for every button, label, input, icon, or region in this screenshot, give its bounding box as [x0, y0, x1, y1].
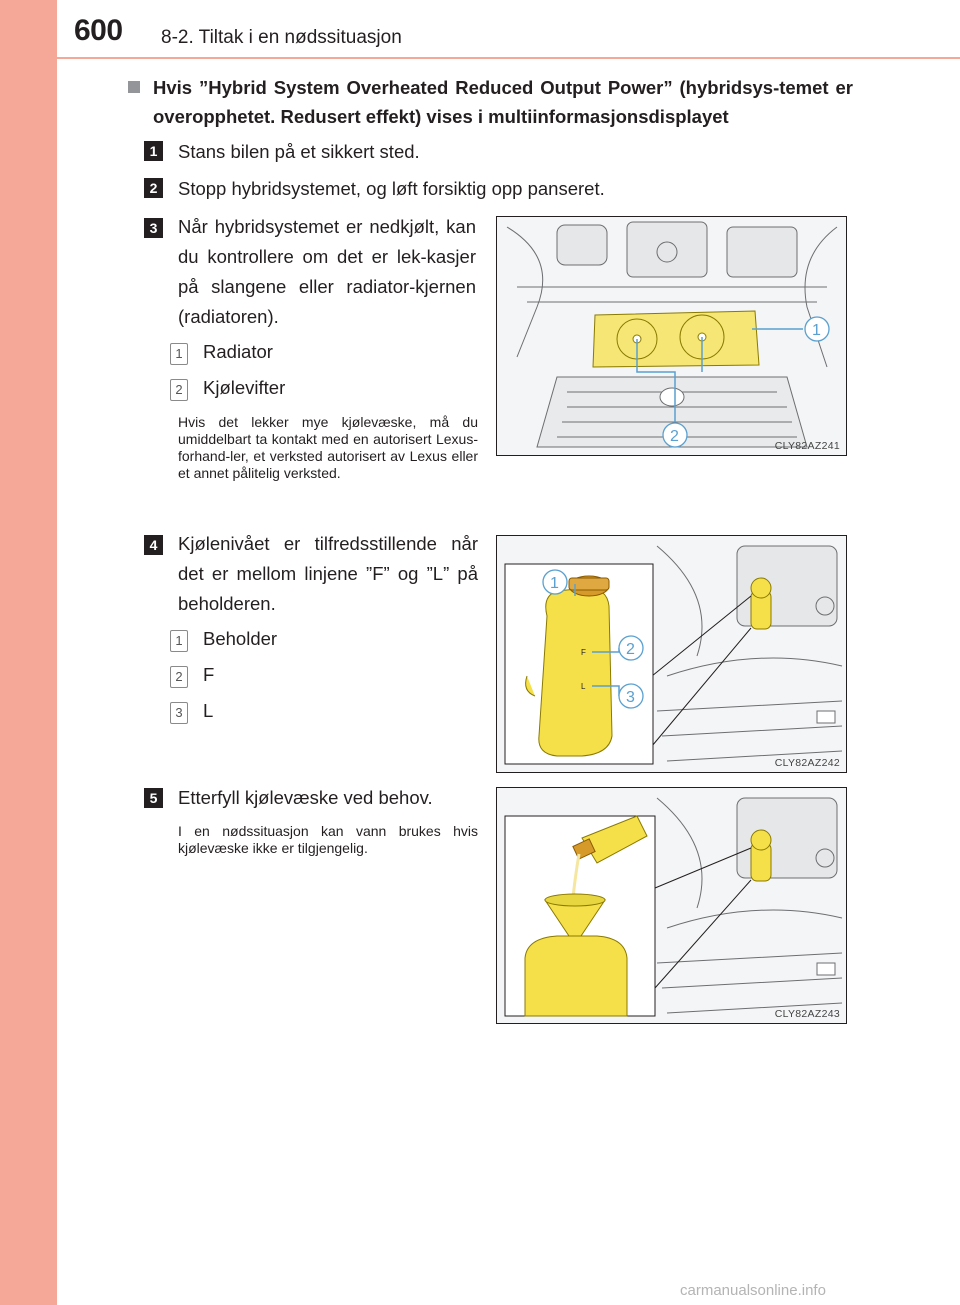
step-text-4: Kjølenivået er tilfredsstillende når det er mellom linjene ”F” og ”L” på beholderen.: [178, 533, 478, 614]
figure-refill: [496, 787, 847, 1024]
legend-label: Kjølevifter: [203, 377, 286, 398]
page-number: 600: [74, 14, 123, 47]
reservoir-large: [525, 936, 627, 1016]
legend-label: Radiator: [203, 341, 273, 362]
step-text-2: Stopp hybridsystemet, og løft forsiktig opp panseret.: [178, 178, 605, 199]
step-badge-5: 5: [144, 788, 163, 808]
section-title: 8-2. Tiltak i en nødssituasjon: [161, 27, 402, 48]
figure-callout: 3: [626, 689, 635, 706]
heading-square-marker: [128, 81, 140, 93]
figure-reservoir: [496, 535, 847, 773]
watermark: carmanualsonline.info: [680, 1282, 826, 1299]
figure-code: CLY82AZ241: [774, 440, 840, 452]
refill-illustration: [497, 788, 847, 1024]
legend-label: L: [203, 700, 214, 721]
section-heading: Hvis ”Hybrid System Overheated Reduced Output Power” (hybridsys-temet er overopphetet. Redusert effekt) vises i multiinformasjonsdisplayet: [153, 77, 853, 127]
figure-callout: 1: [550, 575, 559, 592]
reservoir-small: [751, 578, 771, 629]
legend-number: 3: [170, 702, 188, 724]
figure-radiator: [496, 216, 847, 456]
step-text-5: Etterfyll kjølevæske ved behov.: [178, 787, 433, 808]
figure-callout: 2: [626, 641, 635, 658]
legend-number: 2: [170, 379, 188, 401]
engine-bay-illustration: [497, 217, 847, 456]
legend-number: 2: [170, 666, 188, 688]
step-badge-1: 1: [144, 141, 163, 161]
legend-number: 1: [170, 630, 188, 652]
step-text-1: Stans bilen på et sikkert sted.: [178, 141, 420, 162]
legend-number: 1: [170, 343, 188, 365]
step-note-5: I en nødssituasjon kan vann brukes hvis kjølevæske ikke er tilgjengelig.: [178, 823, 478, 856]
step-badge-3: 3: [144, 218, 163, 238]
figure-code: CLY82AZ242: [774, 757, 840, 769]
step-text-3: Når hybridsystemet er nedkjølt, kan du kontrollere om det er lek-kasjer på slangene eller radiator-kjernen (radiatoren).: [178, 216, 476, 327]
radiator-highlight: [593, 311, 759, 367]
step-note-3: Hvis det lekker mye kjølevæske, må du umiddelbart ta kontakt med en autorisert Lexus-forhand-ler, et verksted autorisert av Lexus eller et annet pålitelig verksted.: [178, 414, 478, 481]
reservoir-illustration: [497, 536, 847, 773]
step-badge-2: 2: [144, 178, 163, 198]
side-color-band: [0, 0, 57, 1305]
legend-label: Beholder: [203, 628, 278, 649]
reservoir-small: [751, 830, 771, 881]
figure-callout: 2: [670, 428, 679, 445]
header-rule: [57, 57, 960, 59]
figure-code: CLY82AZ243: [774, 1008, 840, 1020]
step-badge-4: 4: [144, 535, 163, 555]
legend-label: F: [203, 664, 215, 685]
figure-callout: 1: [812, 322, 821, 339]
level-mark-f: F: [581, 648, 586, 657]
level-mark-l: L: [581, 682, 586, 691]
